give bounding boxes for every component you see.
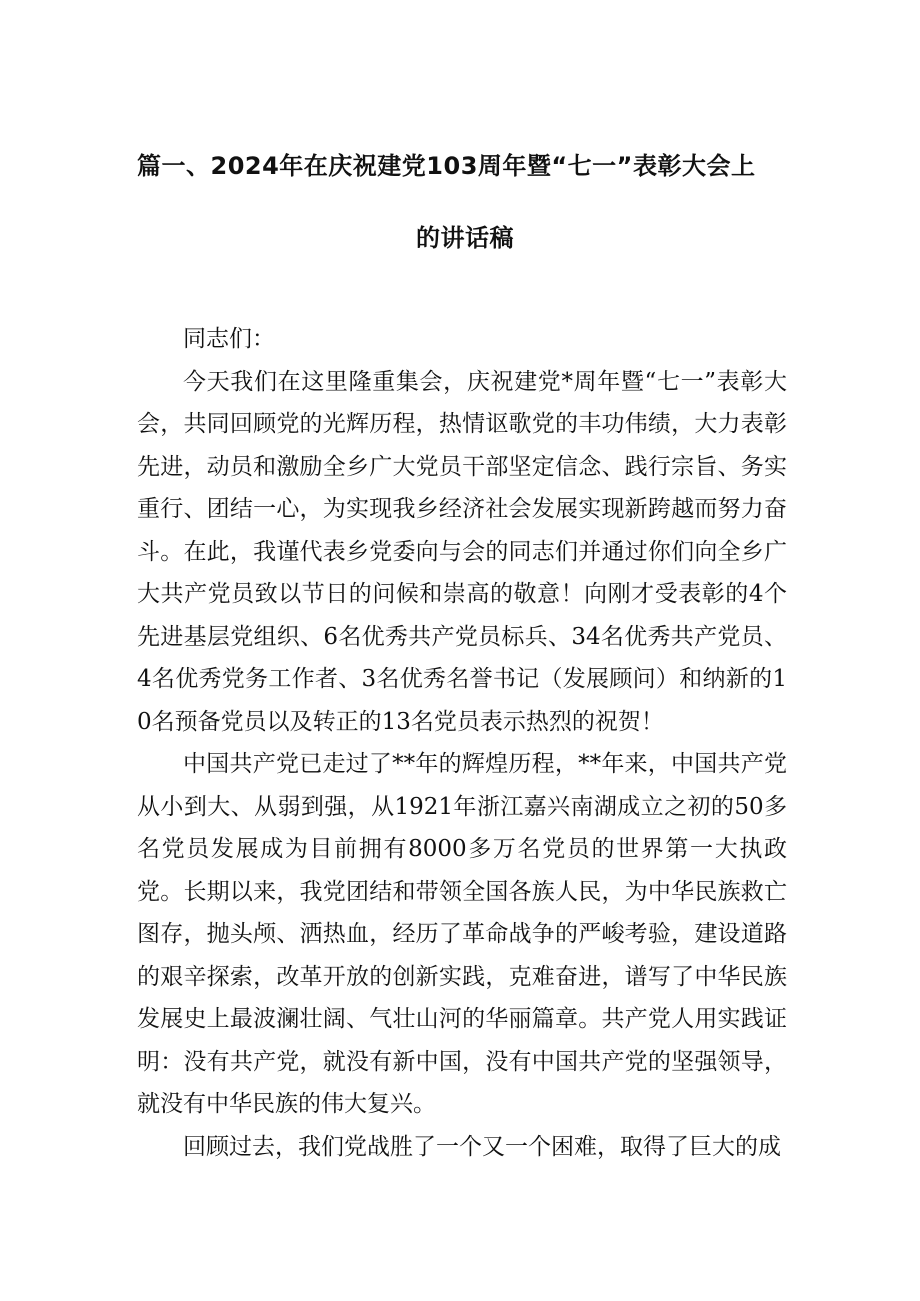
- paragraph-review: 回顾过去，我们党战胜了一个又一个困难，取得了巨大的成: [183, 1133, 781, 1160]
- paragraph-opening: 今天我们在这里隆重集会，庆祝建党*周年暨“七一”表彰大会，共同回顾党的光辉历程，热情讴歌党的丰功伟绩，大力表彰先进，动员和激励全乡广大党员干部坚定信念、践行宗旨、务实重行、团结一心，为实现我乡经济社会发展实现新跨越而努力奋斗。在此，我谨代表乡党委向与会的同志们并通过你们向全乡广大共产党员致以节日的问候和崇高的敬意！向刚才受表彰的4个先进基层党组织、6名优秀共产党员标兵、34名优秀共产党员、4名优秀党务工作者、3名优秀名誉书记（发展顾问）和纳新的10名预备党员以及转正的13名党员表示热烈的祝贺！: [137, 368, 787, 735]
- document-body: [137, 318, 787, 1168]
- salutation: 同志们：: [183, 326, 275, 352]
- document-title-line-2: 的讲话稿: [416, 224, 514, 252]
- paragraph-history: 中国共产党已走过了**年的辉煌历程，**年来，中国共产党从小到大、从弱到强，从1921年浙江嘉兴南湖成立之初的50多名党员发展成为目前拥有8000多万名党员的世界第一大执政党。长期以来，我党团结和带领全国各族人民，为中华民族救亡图存，抛头颅、洒热血，经历了革命战争的严峻考验，建设道路的艰辛探索，改革开放的创新实践，克难奋进，谱写了中华民族发展史上最波澜壮阔、气壮山河的华丽篇章。共产党人用实践证明：没有共产党，就没有新中国，没有中国共产党的坚强领导，就没有中华民族的伟大复兴。: [137, 751, 787, 1117]
- document-title-line-1: 篇一、2024年在庆祝建党103周年暨“七一”表彰大会上: [137, 152, 756, 180]
